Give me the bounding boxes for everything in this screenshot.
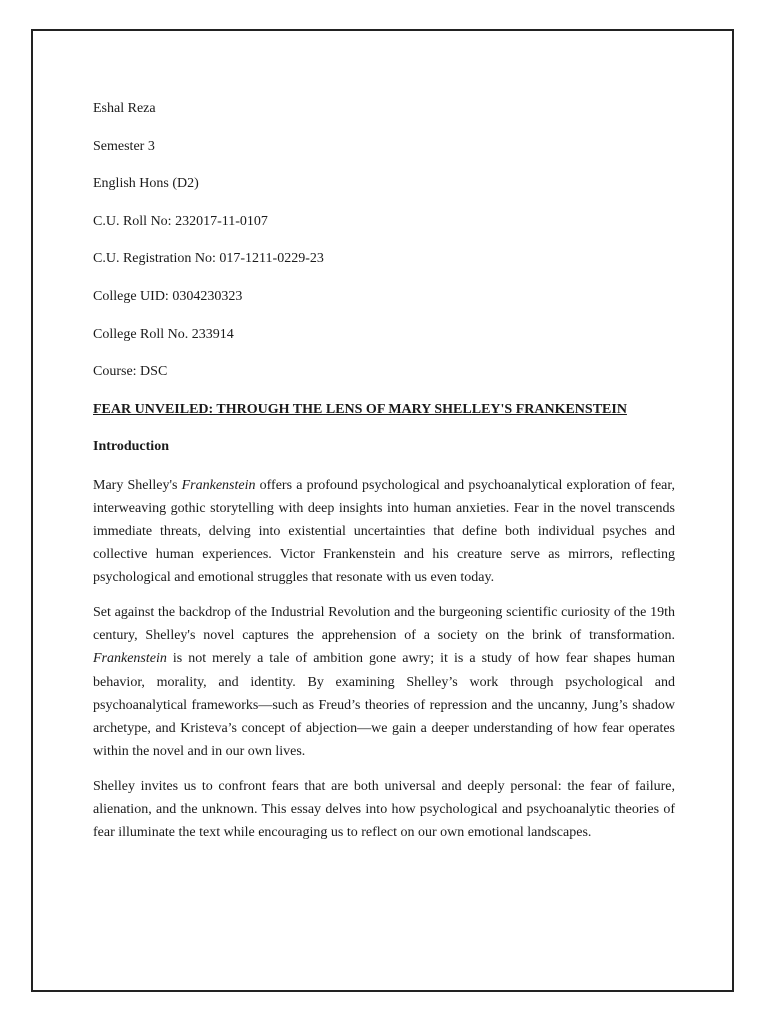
cu-registration-number: C.U. Registration No: 017-1211-0229-23 xyxy=(93,251,324,267)
cu-roll-number: C.U. Roll No: 232017-11-0107 xyxy=(93,213,268,229)
course-hons: English Hons (D2) xyxy=(93,176,199,192)
paragraph-3: Shelley invites us to confront fears that are both universal and deeply personal: the fear of failure, alienation, and the unknown. This essay delves into how psychological and psychoanalytic theories of fear illuminate the text while encouraging us to reflect on our own emotional landscapes. xyxy=(93,778,675,841)
semester: Semester 3 xyxy=(93,138,155,154)
paragraph-1-book-title: Frankenstein xyxy=(181,477,256,493)
paragraph-2-rest: is not merely a tale of ambition gone awry; it is a study of how fear shapes human behavior, morality, and identity. By examining Shelley’s work through psychological and psychoanalytical frameworks—such as Freud’s theories of repression and the uncanny, Jung’s shadow archetype, and Kristeva’s concept of abjection—we gain a deeper understanding of how fear operates within the novel and in our own lives. xyxy=(93,651,675,759)
student-name: Eshal Reza xyxy=(93,101,156,116)
paragraph-2-start: Set against the backdrop of the Industrial Revolution and the burgeoning scientific curiosity of the 19th century, Shelley's novel captures the apprehension of a society on the brink of transformation. xyxy=(93,605,675,644)
paragraph-1-start: Mary Shelley's xyxy=(93,477,182,493)
paragraph-1 xyxy=(93,474,675,589)
college-uid: College UID: 0304230323 xyxy=(93,288,243,304)
document-body xyxy=(93,98,675,856)
paragraph-2-book-title: Frankenstein xyxy=(93,651,167,667)
course: Course: DSC xyxy=(93,364,168,380)
section-heading-introduction: Introduction xyxy=(93,438,169,454)
college-roll-number: College Roll No. 233914 xyxy=(93,326,234,342)
paragraph-2 xyxy=(93,601,675,763)
essay-title: FEAR UNVEILED: THROUGH THE LENS OF MARY SHELLEY'S FRANKENSTEIN xyxy=(93,401,627,417)
paragraph-1-rest: offers a profound psychological and psychoanalytical exploration of fear, interweaving gothic storytelling with deep insights into human anxieties. Fear in the novel transcends immediate threats, delving into existential uncertainties that define both individual psyches and collective human experiences. Victor Frankenstein and his creature serve as mirrors, reflecting psychological and emotional struggles that resonate with us even today. xyxy=(93,477,675,586)
